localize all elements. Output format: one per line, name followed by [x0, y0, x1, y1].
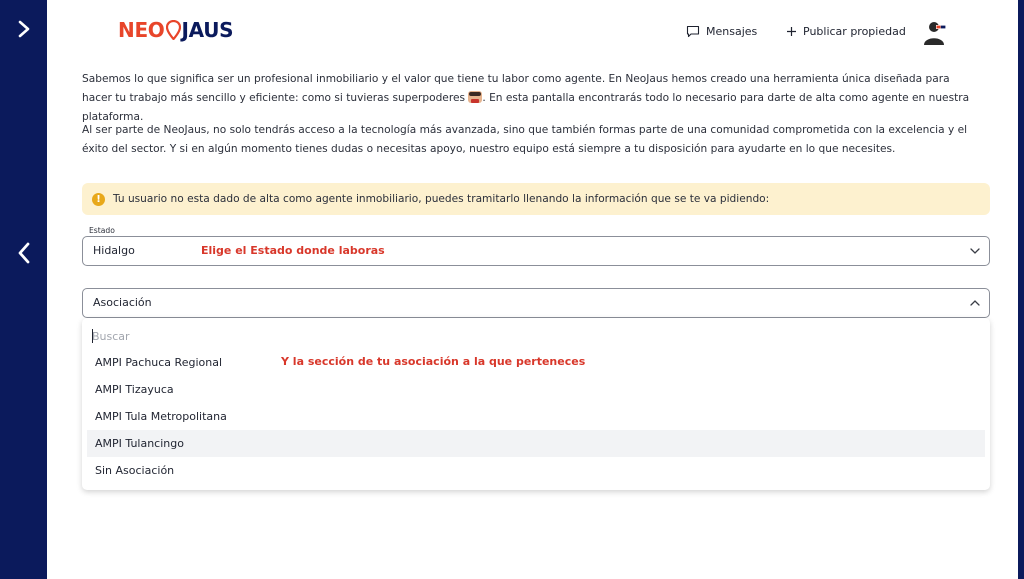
- warning-icon: !: [92, 193, 105, 206]
- right-edge: [1018, 0, 1024, 579]
- asociacion-hint: Y la sección de tu asociación a la que perteneces: [281, 355, 586, 368]
- back-button[interactable]: [0, 233, 47, 273]
- chevron-up-icon: [969, 297, 981, 309]
- messages-label: Mensajes: [706, 24, 758, 38]
- messages-link[interactable]: [686, 22, 757, 40]
- location-pin-icon: [166, 20, 181, 40]
- chevron-down-icon: [969, 245, 981, 257]
- chevron-right-icon: [17, 19, 31, 39]
- option-ampi-tulancingo[interactable]: AMPI Tulancingo: [87, 430, 985, 457]
- estado-label: Estado: [86, 226, 118, 235]
- option-ampi-tizayuca[interactable]: AMPI Tizayuca: [95, 383, 174, 396]
- asociacion-dropdown: [82, 318, 990, 490]
- agent-status-alert: [82, 183, 990, 215]
- option-ampi-pachuca-regional[interactable]: AMPI Pachuca Regional: [95, 356, 222, 369]
- search-input[interactable]: [92, 326, 972, 346]
- publish-property-label: Publicar propiedad: [803, 24, 906, 38]
- chevron-left-icon: [16, 241, 32, 265]
- intro-paragraph-2: Al ser parte de NeoJaus, no solo tendrás acceso a la tecnología más avanzada, sino que también formas parte de una comunidad comprometida con la excelencia y el éxito del sector. Y si en algún momento tienes dudas o necesitas apoyo, nuestro equipo está siempre a tu disposición para ayudarte en lo que necesites.: [82, 124, 968, 155]
- message-icon: [686, 25, 700, 38]
- option-ampi-tula-metropolitana[interactable]: AMPI Tula Metropolitana: [95, 410, 227, 423]
- asociacion-select[interactable]: [82, 288, 990, 318]
- asociacion-value: Asociación: [93, 296, 152, 309]
- option-sin-asociacion[interactable]: Sin Asociación: [95, 464, 175, 477]
- side-rail: [0, 0, 47, 579]
- estado-hint: Elige el Estado donde laboras: [201, 244, 385, 257]
- publish-property-link[interactable]: [786, 22, 906, 40]
- intro-paragraph-1: Sabemos lo que significa ser un profesional inmobiliario y el valor que tiene tu labor como agente. En NeoJaus hemos creado una herramienta única diseñada para hacer tu trabajo más sencillo y eficiente: como si tuvieras superpoderes . En esta pantalla encontrarás todo lo necesario para darte de alta como agente en nuestra plataforma.: [82, 73, 970, 123]
- text-cursor: [92, 329, 93, 343]
- estado-value: Hidalgo: [93, 244, 135, 257]
- superhero-emoji-icon: [468, 91, 482, 103]
- avatar[interactable]: [920, 19, 948, 45]
- expand-sidebar-button[interactable]: [0, 9, 47, 49]
- neojaus-logo[interactable]: NEO JAUS: [118, 18, 234, 42]
- plus-icon: [786, 26, 797, 37]
- alert-text: Tu usuario no esta dado de alta como agente inmobiliario, puedes tramitarlo llenando la información que se te va pidiendo:: [113, 193, 770, 205]
